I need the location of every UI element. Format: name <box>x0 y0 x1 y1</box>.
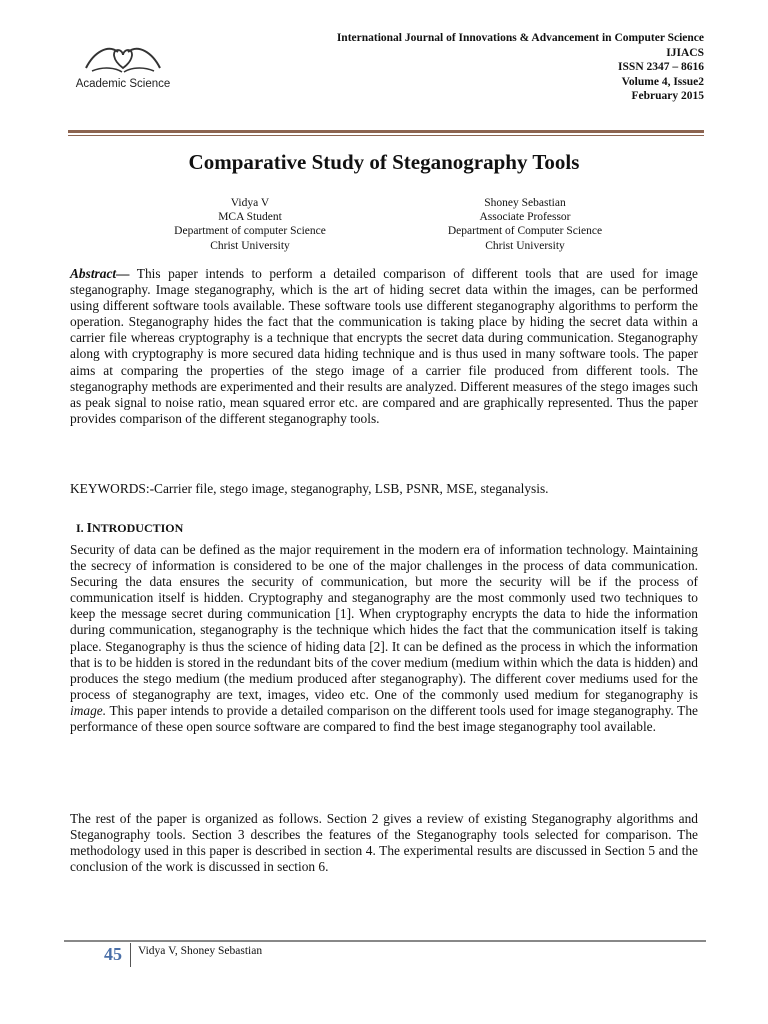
author-dept: Department of Computer Science <box>447 225 603 238</box>
keywords: KEYWORDS:-Carrier file, stego image, steganography, LSB, PSNR, MSE, steganalysis. <box>70 481 549 496</box>
intro-text-b: This paper intends to provide a detailed comparison on the different tools used for image steganography. The performance of these open source software are compared to find the best image steganography tool available. <box>70 702 698 735</box>
author-name: Shoney Sebastian <box>484 197 566 209</box>
header-rule <box>68 130 704 133</box>
footer-separator <box>130 943 131 967</box>
author-univ: Christ University <box>485 239 565 252</box>
footer-authors: Vidya V, Shoney Sebastian <box>138 945 263 957</box>
author-role: Associate Professor <box>479 211 571 224</box>
header-rule-thin <box>68 135 704 136</box>
paper-title: Comparative Study of Steganography Tools <box>188 150 580 174</box>
intro-paragraph-1 <box>70 542 698 735</box>
journal-volume: Volume 4, Issue2 <box>621 75 704 88</box>
abstract <box>70 266 698 427</box>
abstract-label: Abstract— <box>70 266 130 281</box>
journal-issn: ISSN 2347 – 8616 <box>618 61 704 73</box>
section-heading-introduction <box>76 520 183 536</box>
journal-date: February 2015 <box>631 90 704 102</box>
intro-text-a: Security of data can be defined as the major requirement in the modern era of information technology. Maintaining the secrecy of information is considered to be one of the major challenges in the process of data communication. Securing the data ensures the security of communication, but more the security will be if the process of communication itself is hidden. Cryptography and steganography are the most commonly used two techniques to keep the message secret during communication [1]. When cryptography encrypts the data to hide the information during communication, steganography is the technique which hides the fact that the communication itself is taking place. Steganography is thus the science of hiding data [2]. It can be defined as the process in which the information that is to be hidden is stored in the redundant bits of the cover medium (medium within which the data is hidden) and produces the stego medium (the medium produced after steganography). The different cover mediums used for the process of steganography are text, images, video etc. One of the commonly used medium for steganography is <box>70 542 698 702</box>
author-block-2 <box>415 196 635 253</box>
abstract-text: This paper intends to perform a detailed comparison of different tools that are used for image steganography. Image steganography, which is the art of hiding secret data within the images, can be performed using different software tools available. These software tools use different steganography algorithms to perform the operation. Steganography hides the fact that the communication is taking place by hiding the secret data within a carrier file whereas cryptography is a technique that encrypts the secret data during communication. Steganography along with cryptography is more secured data hiding technique and is thus used in many software tools. The paper aims at comparing the properties of the stego image of a carrier file produced from different tools. The steganography methods are experimented and their results are analyzed. Different measures of the stego images such as peak signal to noise ratio, mean squared error etc. are compared and are graphically represented. Thus the paper provides comparison of the different steganography tools. <box>70 266 698 426</box>
section-title-rest: NTRODUCTION <box>91 521 184 535</box>
journal-info <box>337 31 704 104</box>
author-role: MCA Student <box>218 211 282 224</box>
footer-rule <box>64 940 706 942</box>
author-name: Vidya V <box>230 197 270 209</box>
author-univ: Christ University <box>210 239 290 252</box>
publisher-logo <box>68 38 178 98</box>
section-title-initial: I <box>86 520 92 535</box>
section-number: I. <box>76 521 87 535</box>
journal-abbr: IJIACS <box>666 46 704 59</box>
heart-hands-logo-icon <box>82 38 164 76</box>
intro-paragraph-2: The rest of the paper is organized as follows. Section 2 gives a review of existing Steganography algorithms and Steganography tools. Section 3 describes the features of the Steganography tools selected for comparison. The methodology used in this paper is described in section 4. The experimental results are discussed in Section 5 and the conclusion of the work is discussed in section 6. <box>70 811 698 875</box>
author-block-1 <box>150 196 350 253</box>
page-number: 45 <box>104 944 122 964</box>
author-dept: Department of computer Science <box>174 225 326 238</box>
intro-text-emphasis: image. <box>70 702 107 718</box>
journal-name: International Journal of Innovations & Advancement in Computer Science <box>336 32 704 44</box>
publisher-name: Academic Science <box>75 78 171 90</box>
